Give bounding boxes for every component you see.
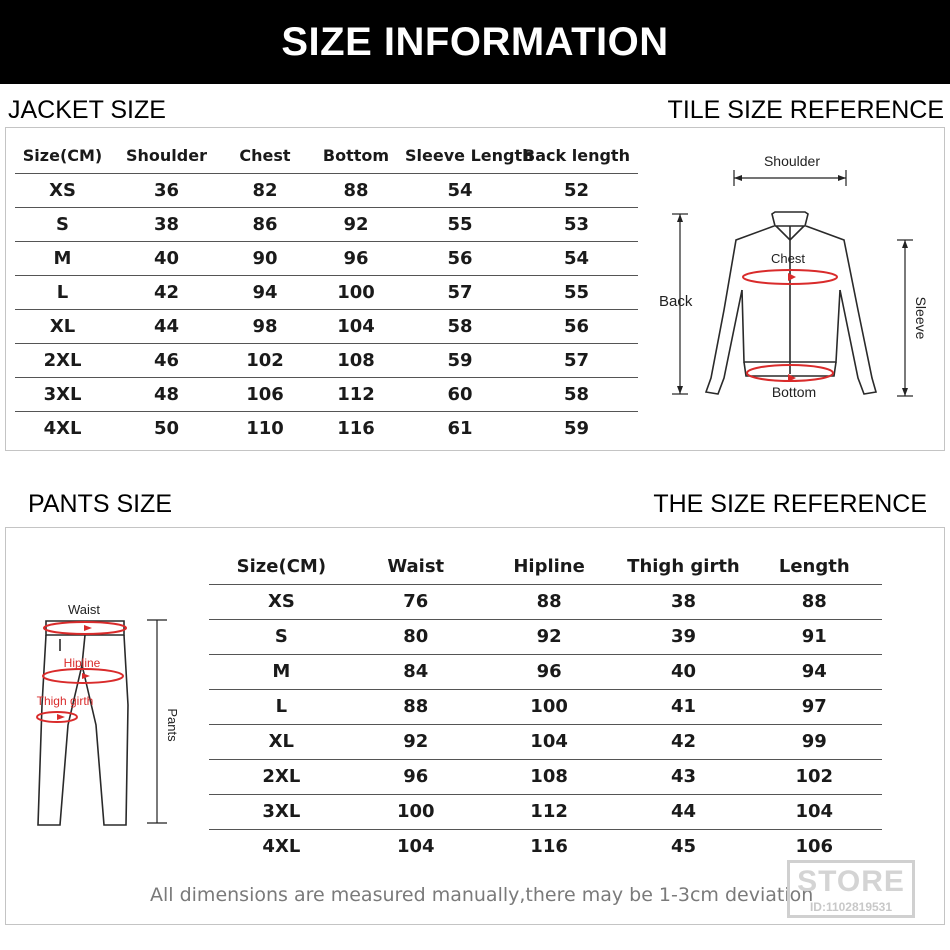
measurement-cell: 82 <box>223 173 307 207</box>
size-cell: 3XL <box>209 794 354 829</box>
chest-label: Chest <box>771 251 805 266</box>
column-header: Waist <box>387 555 445 577</box>
column-header: Chest <box>239 146 291 166</box>
pants-reference-title: THE SIZE REFERENCE <box>653 490 927 518</box>
column-header: Back length <box>523 146 630 166</box>
measurement-cell: 102 <box>223 343 307 377</box>
pants-size-table <box>209 549 882 864</box>
table-row <box>209 654 882 689</box>
measurement-cell: 55 <box>405 207 515 241</box>
measurement-cell: 92 <box>354 724 478 759</box>
measurement-cell: 90 <box>223 241 307 275</box>
table-row <box>15 241 638 275</box>
measurement-cell: 112 <box>307 377 405 411</box>
measurement-cell: 108 <box>478 759 621 794</box>
measurement-note: All dimensions are measured manually,there may be 1-3cm deviation <box>150 884 814 906</box>
page-title: SIZE INFORMATION <box>281 20 669 64</box>
shoulder-label: Shoulder <box>763 153 821 169</box>
store-watermark <box>787 860 915 918</box>
measurement-cell: 80 <box>354 619 478 654</box>
measurement-cell: 92 <box>307 207 405 241</box>
measurement-cell: 57 <box>515 343 638 377</box>
measurement-cell: 45 <box>620 829 746 864</box>
size-cell: XL <box>209 724 354 759</box>
measurement-cell: 52 <box>515 173 638 207</box>
table-header-row <box>209 549 882 584</box>
size-cell: 4XL <box>15 411 110 445</box>
jacket-reference-title: TILE SIZE REFERENCE <box>667 96 944 124</box>
measurement-cell: 40 <box>620 654 746 689</box>
measurement-cell: 41 <box>620 689 746 724</box>
size-cell: S <box>15 207 110 241</box>
measurement-cell: 94 <box>223 275 307 309</box>
table-row <box>209 759 882 794</box>
measurement-cell: 56 <box>515 309 638 343</box>
column-header: Length <box>778 555 850 577</box>
measurement-cell: 102 <box>747 759 882 794</box>
size-cell: XS <box>209 584 354 619</box>
table-row <box>209 619 882 654</box>
measurement-cell: 76 <box>354 584 478 619</box>
back-label: Back <box>659 293 693 310</box>
measurement-cell: 116 <box>478 829 621 864</box>
measurement-cell: 96 <box>307 241 405 275</box>
measurement-cell: 58 <box>515 377 638 411</box>
measurement-cell: 57 <box>405 275 515 309</box>
measurement-cell: 97 <box>747 689 882 724</box>
table-row <box>209 724 882 759</box>
measurement-cell: 86 <box>223 207 307 241</box>
table-row <box>15 275 638 309</box>
column-header: Shoulder <box>126 146 207 166</box>
column-header: Sleeve Length <box>405 146 534 166</box>
column-header: Hipline <box>513 555 585 577</box>
measurement-cell: 39 <box>620 619 746 654</box>
measurement-cell: 100 <box>478 689 621 724</box>
measurement-cell: 92 <box>478 619 621 654</box>
hipline-label: Hipline <box>63 656 101 670</box>
measurement-cell: 59 <box>515 411 638 445</box>
measurement-cell: 100 <box>354 794 478 829</box>
size-cell: S <box>209 619 354 654</box>
watermark-text: STORE <box>797 865 905 898</box>
measurement-cell: 106 <box>747 829 882 864</box>
table-row <box>15 207 638 241</box>
measurement-cell: 56 <box>405 241 515 275</box>
measurement-cell: 104 <box>354 829 478 864</box>
measurement-cell: 116 <box>307 411 405 445</box>
size-cell: XS <box>15 173 110 207</box>
measurement-cell: 38 <box>620 584 746 619</box>
measurement-cell: 60 <box>405 377 515 411</box>
table-row <box>209 584 882 619</box>
measurement-cell: 36 <box>110 173 223 207</box>
jacket-section-title: JACKET SIZE <box>8 96 166 124</box>
measurement-cell: 55 <box>515 275 638 309</box>
sleeve-label: Sleeve <box>913 296 929 340</box>
table-row <box>209 689 882 724</box>
pants-length-label: Pants <box>165 708 180 742</box>
measurement-cell: 61 <box>405 411 515 445</box>
measurement-cell: 42 <box>620 724 746 759</box>
table-row <box>15 173 638 207</box>
measurement-cell: 88 <box>478 584 621 619</box>
size-cell: M <box>15 241 110 275</box>
measurement-cell: 88 <box>354 689 478 724</box>
measurement-cell: 44 <box>620 794 746 829</box>
measurement-cell: 44 <box>110 309 223 343</box>
table-row <box>209 829 882 864</box>
measurement-cell: 112 <box>478 794 621 829</box>
jacket-diagram <box>650 140 940 410</box>
measurement-cell: 48 <box>110 377 223 411</box>
measurement-cell: 46 <box>110 343 223 377</box>
measurement-cell: 84 <box>354 654 478 689</box>
measurement-cell: 58 <box>405 309 515 343</box>
table-row <box>15 377 638 411</box>
measurement-cell: 43 <box>620 759 746 794</box>
measurement-cell: 59 <box>405 343 515 377</box>
pants-section-title: PANTS SIZE <box>28 490 173 518</box>
jacket-size-table <box>15 139 638 445</box>
measurement-cell: 96 <box>478 654 621 689</box>
measurement-cell: 40 <box>110 241 223 275</box>
measurement-cell: 106 <box>223 377 307 411</box>
measurement-cell: 104 <box>307 309 405 343</box>
table-row <box>15 343 638 377</box>
size-cell: XL <box>15 309 110 343</box>
size-cell: M <box>209 654 354 689</box>
watermark-id: ID:1102819531 <box>809 900 893 914</box>
measurement-cell: 96 <box>354 759 478 794</box>
pants-diagram <box>20 595 190 835</box>
measurement-cell: 104 <box>478 724 621 759</box>
size-cell: 2XL <box>15 343 110 377</box>
pants-outline-icon <box>38 621 128 825</box>
column-header: Size(CM) <box>22 146 103 166</box>
measurement-cell: 99 <box>747 724 882 759</box>
column-header: Thigh girth <box>627 555 740 577</box>
thigh-label: Thigh girth <box>36 694 94 708</box>
size-cell: L <box>209 689 354 724</box>
bottom-label: Bottom <box>771 384 817 400</box>
jacket-outline-icon <box>706 212 876 394</box>
table-row <box>15 411 638 445</box>
measurement-cell: 38 <box>110 207 223 241</box>
table-header-row <box>15 139 638 173</box>
table-row <box>209 794 882 829</box>
measurement-cell: 50 <box>110 411 223 445</box>
measurement-cell: 54 <box>515 241 638 275</box>
measurement-cell: 110 <box>223 411 307 445</box>
measurement-cell: 53 <box>515 207 638 241</box>
measurement-cell: 94 <box>747 654 882 689</box>
measurement-cell: 91 <box>747 619 882 654</box>
size-cell: L <box>15 275 110 309</box>
measurement-cell: 100 <box>307 275 405 309</box>
measurement-cell: 88 <box>307 173 405 207</box>
waist-label: Waist <box>67 602 101 617</box>
size-cell: 2XL <box>209 759 354 794</box>
measurement-cell: 88 <box>747 584 882 619</box>
measurement-cell: 42 <box>110 275 223 309</box>
column-header: Bottom <box>322 146 390 166</box>
column-header: Size(CM) <box>236 555 327 577</box>
measurement-cell: 54 <box>405 173 515 207</box>
measurement-cell: 104 <box>747 794 882 829</box>
measurement-cell: 108 <box>307 343 405 377</box>
measurement-cell: 98 <box>223 309 307 343</box>
size-cell: 3XL <box>15 377 110 411</box>
size-cell: 4XL <box>209 829 354 864</box>
table-row <box>15 309 638 343</box>
